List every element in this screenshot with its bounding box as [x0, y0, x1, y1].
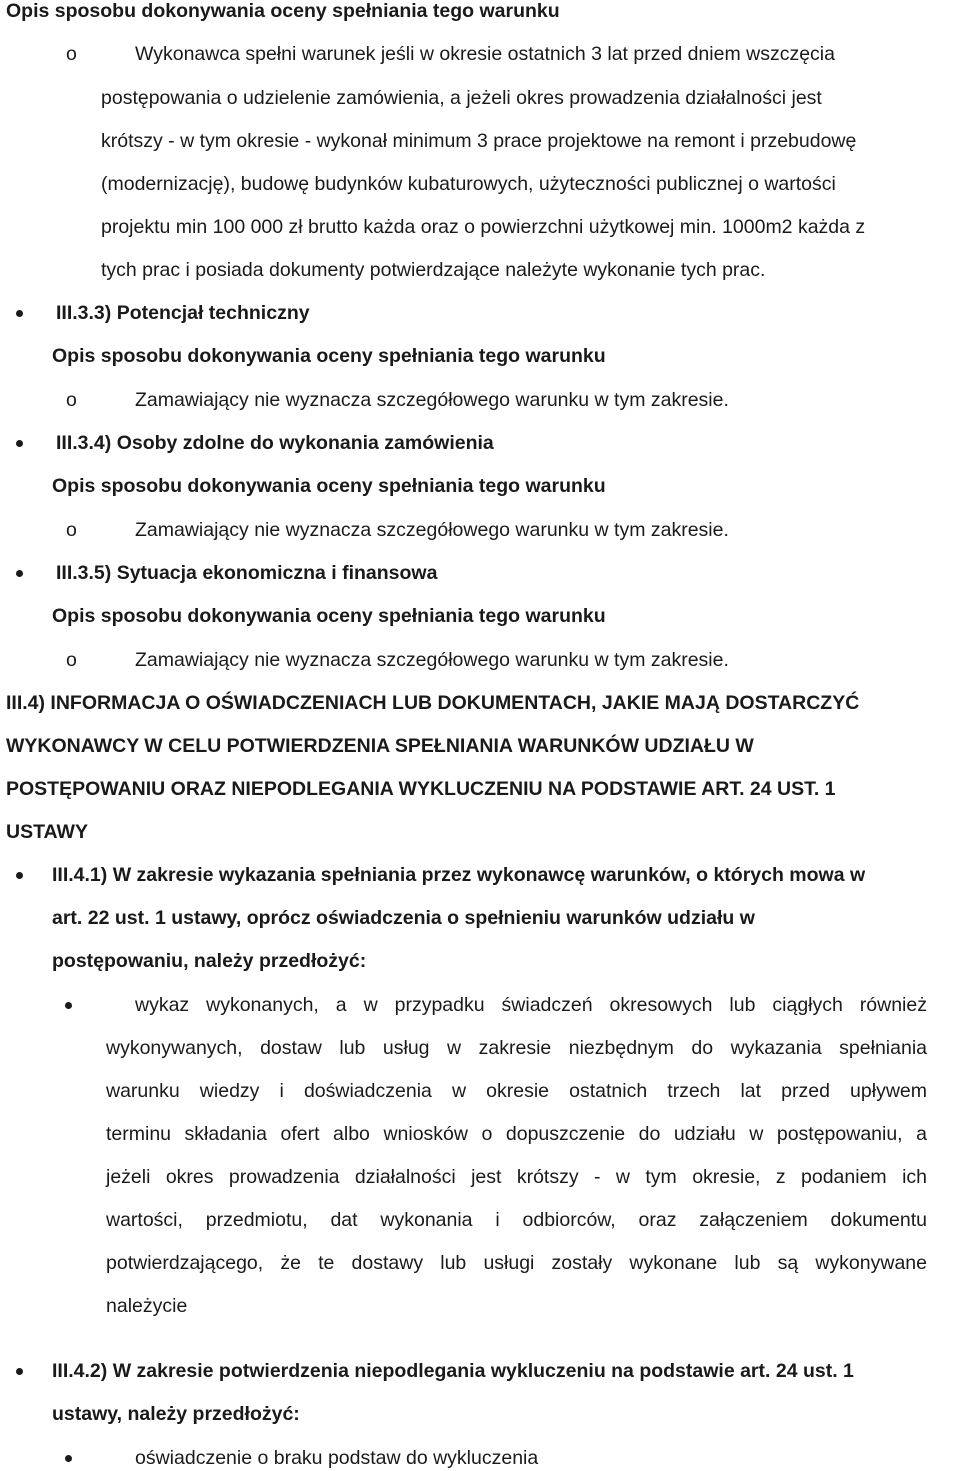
subsection-title: art. 22 ust. 1 ustawy, oprócz oświadczenia o spełnieniu warunków udziału w [52, 907, 755, 929]
assessment-heading: Opis sposobu dokonywania oceny spełniania tego warunku [52, 605, 606, 627]
section-title: III.3.4) Osoby zdolne do wykonania zamówienia [56, 432, 494, 454]
paragraph-line: krótszy - w tym okresie - wykonał minimum 3 prace projektowe na remont i przebudowę [101, 130, 857, 152]
section-title: III.3.5) Sytuacja ekonomiczna i finansowa [56, 562, 438, 584]
paragraph-line: potwierdzającego, że te dostawy lub usługi zostały wykonane lub są wykonywane [106, 1252, 927, 1274]
assessment-heading: Opis sposobu dokonywania oceny spełniania tego warunku [52, 475, 606, 497]
assessment-heading: Opis sposobu dokonywania oceny spełniania tego warunku [6, 0, 560, 22]
paragraph-line: wykonywanych, dostaw lub usług w zakresie niezbędnym do wykazania spełniania [106, 1037, 927, 1059]
list-item: oświadczenie o braku podstaw do wykluczenia [135, 1447, 539, 1469]
paragraph-line: postępowania o udzielenie zamówienia, a jeżeli okres prowadzenia działalności jest [101, 87, 822, 109]
list-marker: o [66, 519, 77, 541]
bullet-icon [65, 1455, 72, 1462]
list-item: Zamawiający nie wyznacza szczegółowego warunku w tym zakresie. [135, 519, 729, 541]
list-item: Zamawiający nie wyznacza szczegółowego warunku w tym zakresie. [135, 649, 729, 671]
paragraph-line: wartości, przedmiotu, dat wykonania i odbiorców, oraz załączeniem dokumentu [106, 1209, 927, 1231]
bullet-icon [16, 440, 23, 447]
subsection-title: III.4.1) W zakresie wykazania spełniania przez wykonawcę warunków, o których mowa w [52, 864, 866, 886]
paragraph-line: warunku wiedzy i doświadczenia w okresie ostatnich trzech lat przed upływem [106, 1080, 927, 1102]
paragraph-line: jeżeli okres prowadzenia działalności jest krótszy - w tym okresie, z podaniem ich [106, 1166, 927, 1188]
paragraph-line: wykaz wykonanych, a w przypadku świadczeń okresowych lub ciągłych również [135, 994, 927, 1016]
assessment-heading: Opis sposobu dokonywania oceny spełniania tego warunku [52, 345, 606, 367]
info-heading-line: USTAWY [6, 821, 88, 843]
subsection-title: ustawy, należy przedłożyć: [52, 1403, 300, 1425]
bullet-icon [16, 570, 23, 577]
bullet-icon [16, 1368, 23, 1375]
paragraph-line: terminu składania ofert albo wniosków o dopuszczenie do udziału w postępowaniu, a [106, 1123, 927, 1145]
bullet-icon [65, 1002, 72, 1009]
info-heading-line: III.4) INFORMACJA O OŚWIADCZENIACH LUB DOKUMENTACH, JAKIE MAJĄ DOSTARCZYĆ [6, 692, 860, 714]
list-marker: o [66, 649, 77, 671]
info-heading-line: WYKONAWCY W CELU POTWIERDZENIA SPEŁNIANIA WARUNKÓW UDZIAŁU W [6, 735, 754, 757]
subsection-title: III.4.2) W zakresie potwierdzenia niepodlegania wykluczeniu na podstawie art. 24 ust. 1 [52, 1360, 854, 1382]
list-marker: o [66, 389, 77, 411]
paragraph-line: (modernizację), budowę budynków kubaturowych, użyteczności publicznej o wartości [101, 173, 836, 195]
info-heading-line: POSTĘPOWANIU ORAZ NIEPODLEGANIA WYKLUCZENIU NA PODSTAWIE ART. 24 UST. 1 [6, 778, 836, 800]
paragraph-line: tych prac i posiada dokumenty potwierdzające należyte wykonanie tych prac. [101, 259, 766, 281]
paragraph-line: projektu min 100 000 zł brutto każda oraz o powierzchni użytkowej min. 1000m2 każda z [101, 216, 866, 238]
subsection-title: postępowaniu, należy przedłożyć: [52, 950, 367, 972]
bullet-icon [16, 310, 23, 317]
paragraph-line: Wykonawca spełni warunek jeśli w okresie ostatnich 3 lat przed dniem wszczęcia [135, 43, 835, 65]
bullet-icon [16, 872, 23, 879]
paragraph-line: należycie [106, 1295, 188, 1317]
section-title: III.3.3) Potencjał techniczny [56, 302, 310, 324]
list-item: Zamawiający nie wyznacza szczegółowego warunku w tym zakresie. [135, 389, 729, 411]
list-marker: o [66, 43, 77, 65]
